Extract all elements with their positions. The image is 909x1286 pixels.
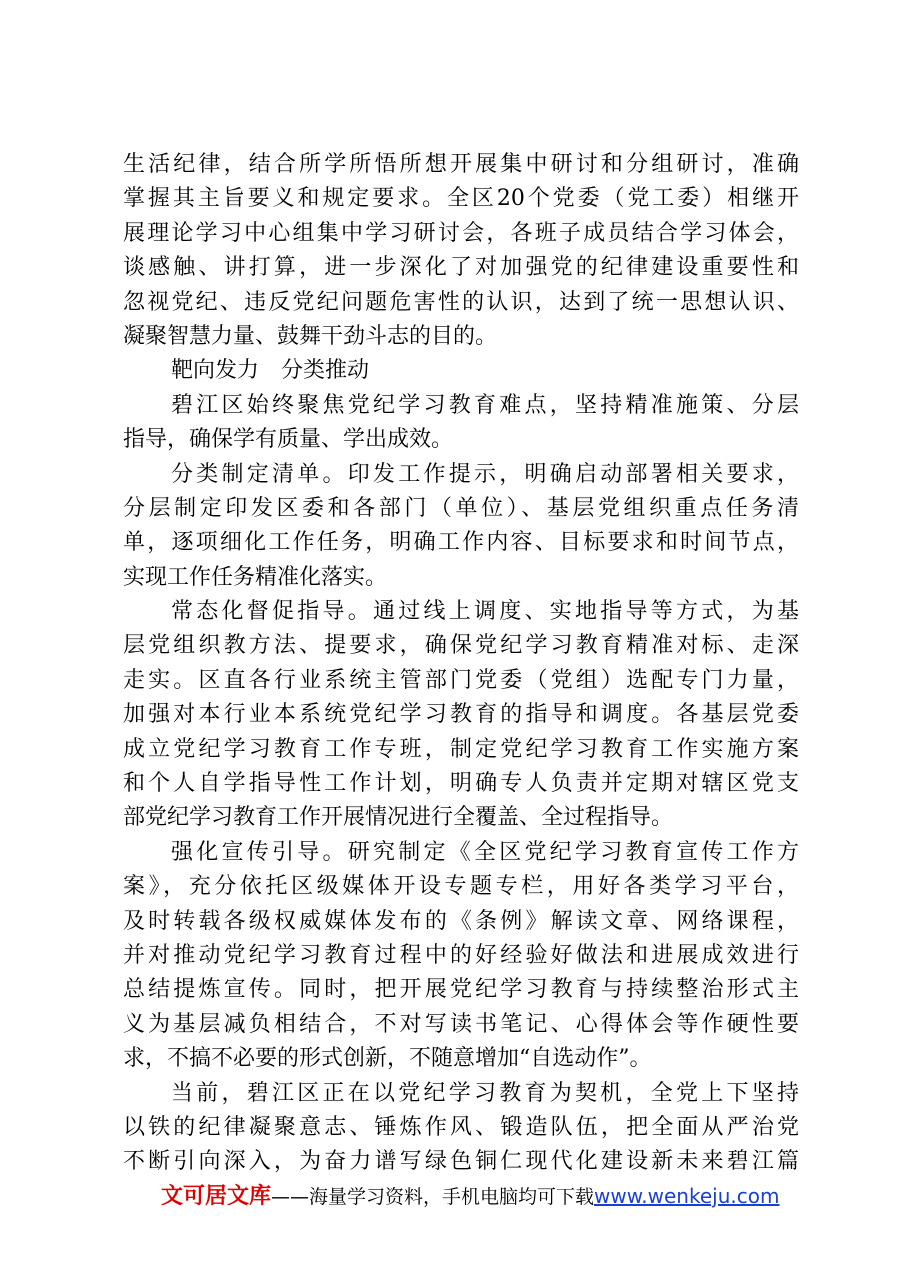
text-line: 和个人自学指导性工作计划，明确专人负责并定期对辖区党支 — [123, 771, 799, 797]
document-body — [123, 148, 799, 1180]
text-line: 常态化督促指导。通过线上调度、实地指导等方式，为基 — [171, 599, 799, 625]
footer-slogan: ——海量学习资料，手机电脑均可下载 — [271, 1186, 595, 1208]
text-line: 以铁的纪律凝聚意志、锤炼作风、锻造队伍，把全面从严治党 — [123, 1114, 799, 1140]
footer-website-link[interactable]: www.wenkeju.com — [594, 1184, 780, 1208]
text-line: 谈感触、讲打算，进一步深化了对加强党的纪律建设重要性和 — [123, 255, 799, 281]
text-line: 指导，确保学有质量、学出成效。 — [123, 427, 454, 453]
text-line: 碧江区始终聚焦党纪学习教育难点，坚持精准施策、分层 — [171, 392, 799, 418]
footer-brand: 文可居文库 — [161, 1184, 272, 1209]
text-line: 部党纪学习教育工作开展情况进行全覆盖、全过程指导。 — [123, 805, 674, 831]
text-line: 凝聚智慧力量、鼓舞干劲斗志的目的。 — [123, 323, 498, 349]
text-line: 生活纪律，结合所学所悟所想开展集中研讨和分组研讨，准确 — [123, 152, 799, 177]
section-heading: 靶向发力 分类推动 — [171, 358, 370, 384]
footer-banner — [161, 1179, 779, 1213]
text-line: 当前，碧江区正在以党纪学习教育为契机，全党上下坚持 — [171, 1080, 799, 1106]
text-line: 并对推动党纪学习教育过程中的好经验好做法和进展成效进行 — [123, 942, 799, 968]
text-line: 加强对本行业本系统党纪学习教育的指导和调度。各基层党委 — [123, 702, 799, 728]
text-line: 义为基层减负相结合，不对写读书笔记、心得体会等作硬性要 — [123, 1011, 799, 1037]
text-line: 层党组织教方法、提要求，确保党纪学习教育精准对标、走深 — [123, 633, 799, 659]
text-line: 成立党纪学习教育工作专班，制定党纪学习教育工作实施方案 — [123, 736, 799, 762]
text-line: 及时转载各级权威媒体发布的《条例》解读文章、网络课程， — [123, 908, 799, 934]
text-line: 总结提炼宣传。同时，把开展党纪学习教育与持续整治形式主 — [123, 977, 799, 1003]
text-line: 忽视党纪、违反党纪问题危害性的认识，达到了统一思想认识、 — [123, 289, 799, 315]
text-line: 分类制定清单。印发工作提示，明确启动部署相关要求， — [171, 461, 799, 487]
text-line: 求，不搞不必要的形式创新，不随意增加“自选动作”。 — [123, 1046, 652, 1072]
text-line: 强化宣传引导。研究制定《全区党纪学习教育宣传工作方 — [171, 839, 799, 865]
text-line: 掌握其主旨要义和规定要求。全区20个党委（党工委）相继开 — [123, 186, 799, 212]
text-line: 单，逐项细化工作任务，明确工作内容、目标要求和时间节点， — [123, 530, 799, 556]
text-line: 展理论学习中心组集中学习研讨会，各班子成员结合学习体会， — [123, 220, 799, 246]
text-line: 案》，充分依托区级媒体开设专题专栏，用好各类学习平台， — [123, 874, 799, 900]
text-line: 走实。区直各行业系统主管部门党委（党组）选配专门力量， — [123, 667, 799, 693]
text-line: 实现工作任务精准化落实。 — [123, 564, 388, 590]
text-line: 分层制定印发区委和各部门（单位）、基层党组织重点任务清 — [123, 495, 799, 521]
text-line: 不断引向深入，为奋力谱写绿色铜仁现代化建设新未来碧江篇 — [123, 1149, 799, 1175]
